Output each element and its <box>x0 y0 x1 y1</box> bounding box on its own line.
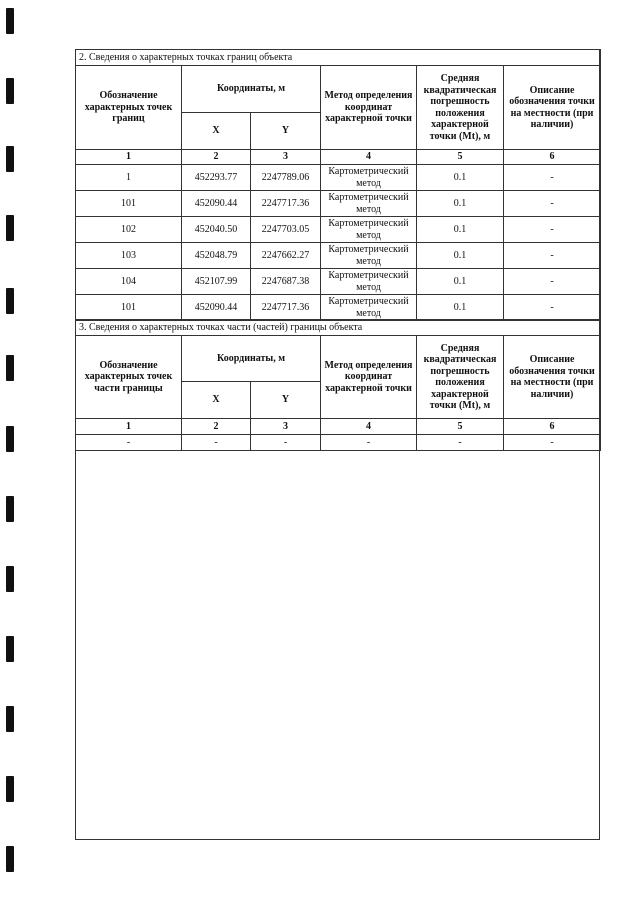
method-cell: Картометрический метод <box>321 269 417 295</box>
section-caption: 3. Сведения о характерных точках части (частей) границы объекта <box>76 320 601 336</box>
header-x: X <box>182 113 251 150</box>
y-cell: 2247717.36 <box>251 295 321 321</box>
binding-mark <box>6 288 14 314</box>
y-cell: 2247717.36 <box>251 191 321 217</box>
x-cell: - <box>182 435 251 451</box>
point-cell: 101 <box>76 191 182 217</box>
binding-mark <box>6 146 14 172</box>
description-cell: - <box>504 269 601 295</box>
binding-mark <box>6 8 14 34</box>
y-cell: 2247687.38 <box>251 269 321 295</box>
header-coordinates: Координаты, м <box>182 336 321 382</box>
method-cell: Картометрический метод <box>321 295 417 321</box>
method-cell: - <box>321 435 417 451</box>
column-number: 3 <box>251 419 321 435</box>
header-y: Y <box>251 382 321 419</box>
column-number: 1 <box>76 419 182 435</box>
table-row <box>76 295 601 321</box>
column-number: 2 <box>182 150 251 165</box>
header-method: Метод определения координат характерной точки <box>321 336 417 419</box>
header-error: Средняя квадратическая погрешность положения характерной точки (Mt), м <box>417 336 504 419</box>
table-row <box>76 191 601 217</box>
header-description: Описание обозначения точки на местности (при наличии) <box>504 66 601 150</box>
y-cell: - <box>251 435 321 451</box>
table-row <box>76 217 601 243</box>
y-cell: 2247789.06 <box>251 165 321 191</box>
binding-mark <box>6 706 14 732</box>
x-cell: 452107.99 <box>182 269 251 295</box>
x-cell: 452048.79 <box>182 243 251 269</box>
x-cell: 452293.77 <box>182 165 251 191</box>
column-numbers-row <box>76 150 601 165</box>
header-point-label: Обозначение характерных точек части границы <box>76 336 182 419</box>
y-cell: 2247662.27 <box>251 243 321 269</box>
binding-mark <box>6 426 14 452</box>
point-cell: - <box>76 435 182 451</box>
x-cell: 452090.44 <box>182 191 251 217</box>
table-row <box>76 269 601 295</box>
column-number: 5 <box>417 150 504 165</box>
table-row <box>76 435 601 451</box>
column-numbers-row <box>76 419 601 435</box>
binding-mark <box>6 566 14 592</box>
binding-mark <box>6 355 14 381</box>
column-number: 3 <box>251 150 321 165</box>
method-cell: Картометрический метод <box>321 165 417 191</box>
column-number: 4 <box>321 419 417 435</box>
description-cell: - <box>504 243 601 269</box>
point-cell: 103 <box>76 243 182 269</box>
binding-mark <box>6 776 14 802</box>
part-boundary-points-table <box>75 319 601 451</box>
x-cell: 452090.44 <box>182 295 251 321</box>
header-point-label: Обозначение характерных точек границ <box>76 66 182 150</box>
table-row <box>76 243 601 269</box>
header-coordinates: Координаты, м <box>182 66 321 113</box>
description-cell: - <box>504 191 601 217</box>
column-number: 2 <box>182 419 251 435</box>
header-description: Описание обозначения точки на местности (при наличии) <box>504 336 601 419</box>
header-x: X <box>182 382 251 419</box>
description-cell: - <box>504 435 601 451</box>
table-row <box>76 165 601 191</box>
section-caption: 2. Сведения о характерных точках границ объекта <box>76 50 601 66</box>
method-cell: Картометрический метод <box>321 191 417 217</box>
method-cell: Картометрический метод <box>321 217 417 243</box>
point-cell: 104 <box>76 269 182 295</box>
y-cell: 2247703.05 <box>251 217 321 243</box>
description-cell: - <box>504 217 601 243</box>
error-cell: - <box>417 435 504 451</box>
column-number: 1 <box>76 150 182 165</box>
description-cell: - <box>504 295 601 321</box>
binding-mark <box>6 215 14 241</box>
binding-mark <box>6 78 14 104</box>
description-cell: - <box>504 165 601 191</box>
error-cell: 0.1 <box>417 191 504 217</box>
binding-holes <box>6 0 18 905</box>
error-cell: 0.1 <box>417 243 504 269</box>
column-number: 4 <box>321 150 417 165</box>
point-cell: 102 <box>76 217 182 243</box>
error-cell: 0.1 <box>417 165 504 191</box>
header-y: Y <box>251 113 321 150</box>
boundary-points-table <box>75 49 601 321</box>
point-cell: 101 <box>76 295 182 321</box>
point-cell: 1 <box>76 165 182 191</box>
column-number: 5 <box>417 419 504 435</box>
column-number: 6 <box>504 419 601 435</box>
binding-mark <box>6 846 14 872</box>
binding-mark <box>6 636 14 662</box>
error-cell: 0.1 <box>417 217 504 243</box>
header-method: Метод определения координат характерной точки <box>321 66 417 150</box>
error-cell: 0.1 <box>417 269 504 295</box>
column-number: 6 <box>504 150 601 165</box>
binding-mark <box>6 496 14 522</box>
header-error: Средняя квадратическая погрешность положения характерной точки (Mt), м <box>417 66 504 150</box>
error-cell: 0.1 <box>417 295 504 321</box>
x-cell: 452040.50 <box>182 217 251 243</box>
method-cell: Картометрический метод <box>321 243 417 269</box>
